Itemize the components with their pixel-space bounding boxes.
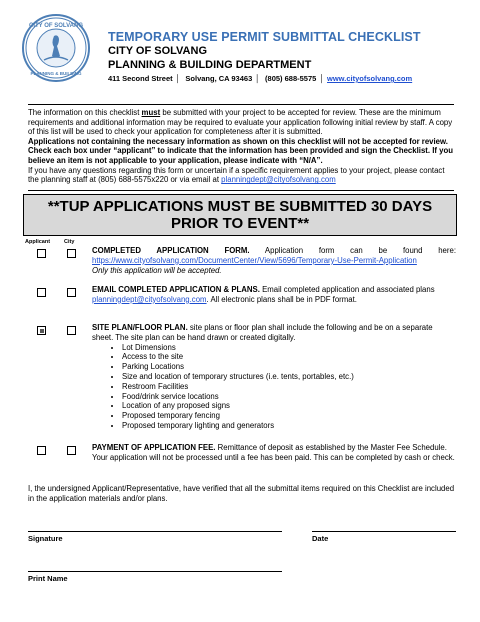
signature-label: Signature [28, 534, 63, 543]
print-name-label: Print Name [28, 574, 68, 583]
site-plan-requirements-list [92, 343, 456, 431]
list-item: • Proposed temporary lighting and generators [122, 421, 456, 431]
header-divider [28, 104, 454, 105]
submission-email-link[interactable]: planningdept@cityofsolvang.com [92, 294, 207, 304]
date-line[interactable] [312, 531, 456, 532]
item-application-fee: PAYMENT OF APPLICATION FEE. Remittance of deposit as established by the Master Fee Schedule. Your application will not be processed until a fee has been paid. This can be completed by cash or check. [92, 443, 455, 462]
date-label: Date [312, 534, 329, 543]
city-checkbox-application-fee[interactable] [67, 446, 76, 455]
list-item: • Size and location of temporary structures (i.e. tents, portables, etc.) [122, 372, 456, 382]
city-column-header: City [64, 239, 75, 245]
print-name-line[interactable] [28, 571, 282, 572]
list-item: • Lot Dimensions [122, 343, 456, 353]
signature-line[interactable] [28, 531, 282, 532]
applicant-checkbox-site-plan[interactable] [37, 326, 46, 335]
application-form-link[interactable]: https://www.cityofsolvang.com/DocumentCenter/View/5696/Temporary-Use-Permit-Application [92, 255, 417, 265]
city-checkbox-email-application[interactable] [67, 288, 76, 297]
banner-line-2: PRIOR TO EVENT** [170, 215, 310, 232]
city-checkbox-application-form[interactable] [67, 249, 76, 258]
applicant-checkbox-email-application[interactable] [37, 288, 46, 297]
list-item: • Access to the site [122, 352, 456, 362]
contact-line: 411 Second Street │ Solvang, CA 93463 │ (805) 688-5575 │ www.cityofsolvang.com [108, 74, 413, 83]
intro-paragraph-2: Applications not containing the necessary information as shown on this checklist will not be accepted for review. Check each box under “applicant” to indicate that the information has been provided and sign the Checklist. If you believe an item is not applicable to your application, please indicate with “N/A”. [28, 136, 453, 165]
phone-number: (805) 688-5575 [265, 74, 317, 83]
svg-text:CITY OF SOLVANG: CITY OF SOLVANG [28, 23, 84, 29]
city-name: CITY OF SOLVANG [108, 45, 208, 57]
list-item: • Proposed temporary fencing [122, 411, 456, 421]
document-title: TEMPORARY USE PERMIT SUBMITTAL CHECKLIST [108, 30, 421, 44]
intro-text [28, 108, 456, 185]
item-site-plan: SITE PLAN/FLOOR PLAN. site plans or floor plan shall include the following and be on a separate sheet. The site plan can be hand drawn or created digitally. • Lot Dimensions • Access to the site • Parking Locations • Size and location of temporary structures (i.e. tents, portables, etc.) • Restroom Facilities • Food/drink service locations • Location of any proposed signs • Proposed temporary fencing • Proposed temporary lighting and generators [92, 323, 456, 431]
svg-text:PLANNING & BUILDING: PLANNING & BUILDING [30, 71, 82, 76]
planning-email-link[interactable]: planningdept@cityofsolvang.com [221, 175, 336, 185]
applicant-checkbox-application-fee[interactable] [37, 446, 46, 455]
intro-paragraph-3: If you have any questions regarding this form or uncertain if a specific requirement applies to your project, please contact the planning staff at (805) 688-5575x220 or via email at planningdept@cityofsolvang.com [28, 165, 445, 185]
city-checkbox-site-plan[interactable] [67, 326, 76, 335]
city-state-zip: Solvang, CA 93463 [185, 74, 253, 83]
deadline-banner [23, 194, 457, 236]
application-form-note: Only this application will be accepted. [92, 265, 222, 275]
item-application-form: COMPLETED APPLICATION FORM. Application form can be found here: https://www.cityofsolvang.com/DocumentCenter/View/5696/Temporary-Use-Permit-Application Only this application will be accepted. [92, 246, 456, 275]
certification-statement: I, the undersigned Applicant/Representative, have verified that all the submittal items required on this Checklist are included in the application materials and/or plans. [28, 484, 455, 503]
list-item: • Location of any proposed signs [122, 401, 456, 411]
intro-paragraph-1: The information on this checklist must be submitted with your project to be accepted for review. These are the minimum requirements and additional information may be required to evaluate your application following initial review by staff. A copy of this list will be used to check your application for completeness after it is submitted. [28, 108, 453, 137]
banner-line-1: **TUP APPLICATIONS MUST BE SUBMITTED 30 DAYS [47, 198, 433, 215]
intro-divider [28, 190, 454, 191]
list-item: • Restroom Facilities [122, 382, 456, 392]
website-link[interactable]: www.cityofsolvang.com [327, 74, 413, 83]
item-email-application: EMAIL COMPLETED APPLICATION & PLANS. Email completed application and associated plans planningdept@cityofsolvang.com. All electronic plans shall be in PDF format. [92, 285, 435, 304]
street-address: 411 Second Street [108, 74, 173, 83]
applicant-column-header: Applicant [25, 239, 51, 245]
list-item: • Food/drink service locations [122, 392, 456, 402]
city-seal-logo [22, 14, 90, 82]
list-item: • Parking Locations [122, 362, 456, 372]
department-name: PLANNING & BUILDING DEPARTMENT [108, 59, 312, 71]
applicant-checkbox-application-form[interactable] [37, 249, 46, 258]
